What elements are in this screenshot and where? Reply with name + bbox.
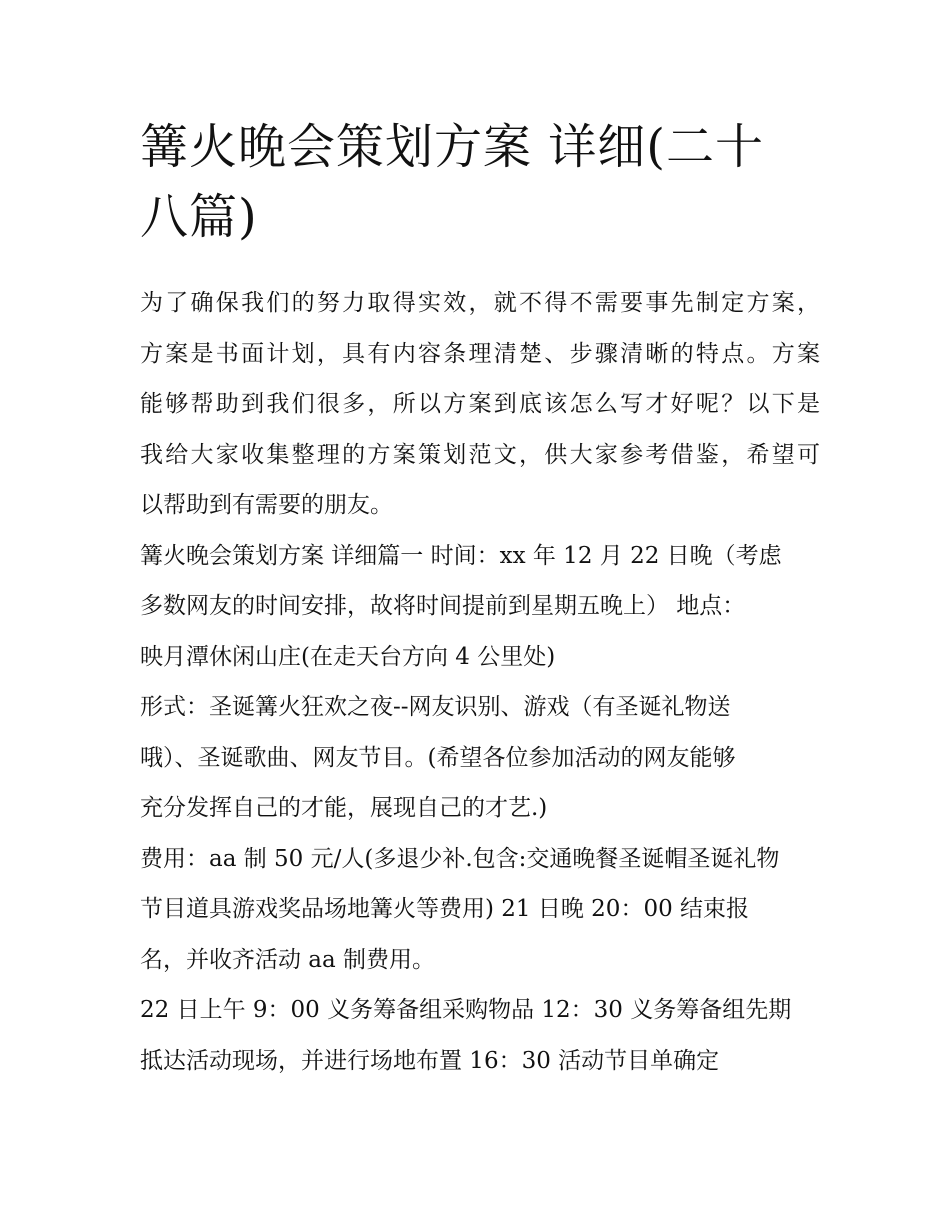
text-line: 映月潭休闲山庄(在走天台方向 4 公里处) bbox=[140, 643, 556, 670]
text-line: 为了确保我们的努力取得实效，就不得不需要事先制定方案， bbox=[140, 290, 820, 316]
intro-paragraph bbox=[140, 278, 820, 531]
text-line: 以帮助到有需要的朋友。 bbox=[140, 492, 393, 518]
text-line: 我给大家收集整理的方案策划范文，供大家参考借鉴，希望可 bbox=[140, 441, 820, 468]
title-line: 篝火晚会策划方案 详细(二十 bbox=[140, 119, 764, 175]
text-line: 抵达活动现场，并进行场地布置 16：30 活动节目单确定 bbox=[140, 1047, 720, 1074]
schedule-paragraph bbox=[140, 985, 820, 1086]
text-line: 哦）、圣诞歌曲、网友节目。(希望各位参加活动的网友能够 bbox=[140, 744, 736, 771]
text-line: 节目道具游戏奖品场地篝火等费用) 21 日晚 20：00 结束报 bbox=[140, 896, 750, 922]
text-line: 能够帮助到我们很多，所以方案到底该怎么写才好呢？以下是 bbox=[140, 391, 820, 417]
format-paragraph bbox=[140, 682, 820, 834]
text-line: 方案是书面计划，具有内容条理清楚、步骤清晰的特点。方案 bbox=[140, 340, 820, 367]
title-line: 八篇) bbox=[140, 189, 258, 245]
document-page bbox=[140, 112, 820, 1086]
text-line: 篝火晚会策划方案 详细篇一 时间：xx 年 12 月 22 日晚（考虑 bbox=[140, 542, 782, 569]
text-line: 充分发挥自己的才能，展现自己的才艺.) bbox=[140, 795, 548, 821]
text-line: 多数网友的时间安排，故将时间提前到星期五晚上） 地点： bbox=[140, 593, 746, 619]
time-location-paragraph bbox=[140, 531, 820, 683]
text-line: 形式：圣诞篝火狂欢之夜--网友识别、游戏（有圣诞礼物送 bbox=[140, 694, 731, 720]
document-title bbox=[140, 112, 820, 252]
text-line: 名，并收齐活动 aa 制费用。 bbox=[140, 946, 436, 973]
fee-paragraph bbox=[140, 834, 820, 986]
text-line: 费用：aa 制 50 元/人(多退少补.包含:交通晚餐圣诞帽圣诞礼物 bbox=[140, 845, 780, 872]
text-line: 22 日上午 9：00 义务筹备组采购物品 12：30 义务筹备组先期 bbox=[140, 997, 792, 1023]
